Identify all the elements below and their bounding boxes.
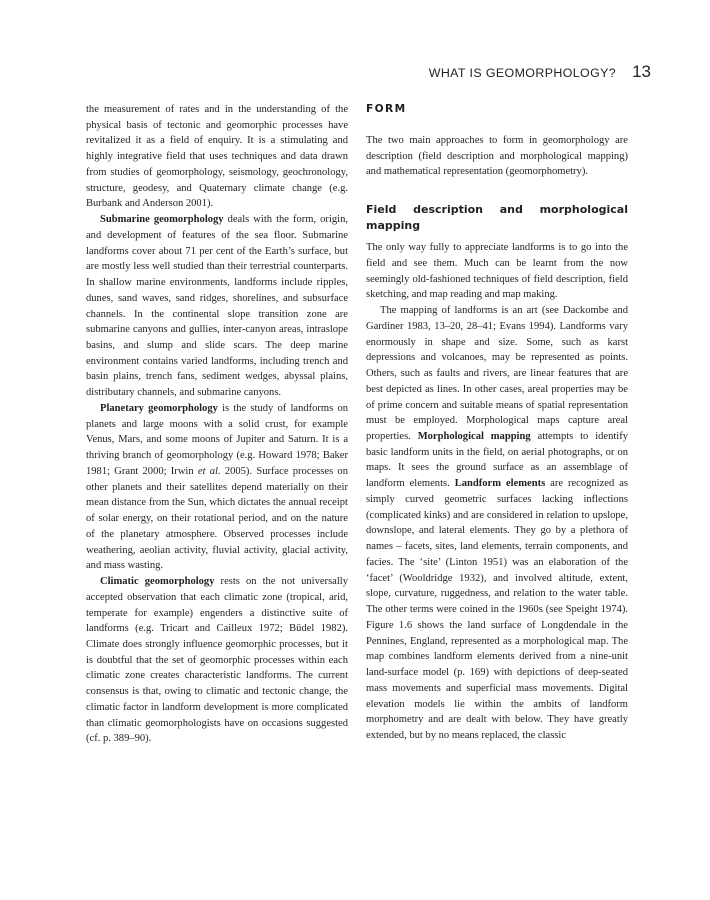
section-heading: FORM <box>366 103 407 115</box>
page-number: 13 <box>632 62 651 81</box>
running-title: WHAT IS GEOMORPHOLOGY? <box>428 66 617 80</box>
term-climatic-geomorphology: Climatic geomorphology <box>100 576 215 588</box>
paragraph-text: is the study of landforms on planets and large moons with a solid crust, for example Venus, Mars, and some moons of Jupiter and Saturn. It is a thriving branch of geomorphology (e.g. Howard 1978; Baker 1981; Grant 2000; Irwin <box>86 402 348 477</box>
paragraph <box>366 240 628 303</box>
term-landform-elements: Landform elements <box>454 478 546 490</box>
term-planetary-geomorphology: Planetary geomorphology <box>100 402 218 414</box>
paragraph-text: are recognized as simply curved geometric surfaces lacking inflections (complicated kinks) and are considered in relation to upslope, downslope, and lateral elements. They go by a plethora of names – facets, sites, land elements, terrain components, and facies. The ‘site’ (Linton 1951) was an elaboration of the ‘facet’ (Wooldridge 1932), and involved altitude, extent, slope, curvature, ruggedness, and relation to the water table. The other terms were coined in the 1960s (see Speight 1974). Figure 1.6 shows the land surface of Longdendale in the Pennines, England, represented as a morphological map. The map combines landform elements derived from a nine-unit land-surface model (p. 169) with depictions of deep-seated mass movements and superficial mass movements. Digital elevation models lie within the ambits of landform morphometry and are dealt with below. They have greatly extended, but by no means replaced, the classic <box>366 478 628 741</box>
paragraph-text: The only way fully to appreciate landforms is to go into the field and see them. Much can be learnt from the now seemingly old-fashioned techniques of field description, field sketching, and map reading and map making. <box>366 242 628 301</box>
right-column <box>366 102 628 744</box>
paragraph <box>86 401 348 574</box>
paragraph-text: the measurement of rates and in the understanding of the physical basis of tectonic and geomorphic processes have revitalized it as a field of enquiry. It is a stimulating and highly integrative field that uses techniques and data drawn from studies of geomorphology, seismology, geochronology, structure, geodesy, and Quaternary climate change (e.g. Burbank and Anderson 2001). <box>86 104 348 210</box>
left-column <box>86 102 348 747</box>
subsection-heading: Field description and morphological mapping <box>366 203 628 232</box>
running-head <box>429 62 651 84</box>
paragraph-text: rests on the not universally accepted observation that each climatic zone (tropical, arid, temperate for example) engenders a distinctive suite of landforms (e.g. Tricart and Cailleux 1972; Büdel 1982). Climate does strongly influence geomorphic processes, but it is doubtful that the set of geomorphic processes within each climatic zone creates characteristic landforms. The current consensus is that, owing to climatic and tectonic change, the climatic factor in landform development is more complicated than climatic geomorphologists have on occasions suggested (cf. p. 389–90). <box>86 576 348 745</box>
paragraph <box>366 133 628 180</box>
paragraph-text: The mapping of landforms is an art (see Dackombe and Gardiner 1983, 13–20, 28–41; Evans 1994). Landforms vary enormously in shape and size. Some, such as karst depressions and volcanoes, may be represented as points. Others, such as faults and rivers, are linear features that are best depicted as lines. In other cases, areal properties may be of prime concern and suitable means of spatial representation must be employed. Morphological maps capture areal properties. <box>366 305 628 443</box>
paragraph-text: The two main approaches to form in geomorphology are description (field description and morphological mapping) and mathematical representation (geomorphometry). <box>366 135 628 178</box>
paragraph-text: 2005). Surface processes on other planets and their satellites depend materially on their mean distance from the Sun, which dictates the annual receipt of solar energy, on their rotational period, and on the nature of the planetary atmosphere. Observed processes include weathering, aeolian activity, fluvial activity, glacial activity, and mass wasting. <box>86 465 348 572</box>
paragraph <box>86 574 348 747</box>
paragraph-text: attempts to identify basic landform units in the field, on aerial photographs, or on maps. It sees the ground surface as an assemblage of landform elements. <box>366 431 629 490</box>
et-al: et al. <box>197 465 221 477</box>
paragraph-text: deals with the form, origin, and development of features of the sea floor. Submarine landforms cover about 71 per cent of the Earth’s surface, but are mostly less well studied than their terrestrial counterparts. In shallow marine environments, landforms include ripples, dunes, sand waves, sand ridges, shorelines, and subsurface channels. In the continental slope transition zone are submarine canyons and gullies, inter-canyon areas, intraslope basins, and slump and slide scars. The deep marine environment contains varied landforms, including trench and basin plains, trench fans, sediment wedges, abyssal plains, distributary channels, and submarine canyons. <box>86 214 348 399</box>
term-morphological-mapping: Morphological mapping <box>417 431 531 443</box>
paragraph <box>366 303 628 744</box>
term-submarine-geomorphology: Submarine geomorphology <box>100 214 224 226</box>
paragraph <box>86 212 348 401</box>
paragraph <box>86 102 348 212</box>
